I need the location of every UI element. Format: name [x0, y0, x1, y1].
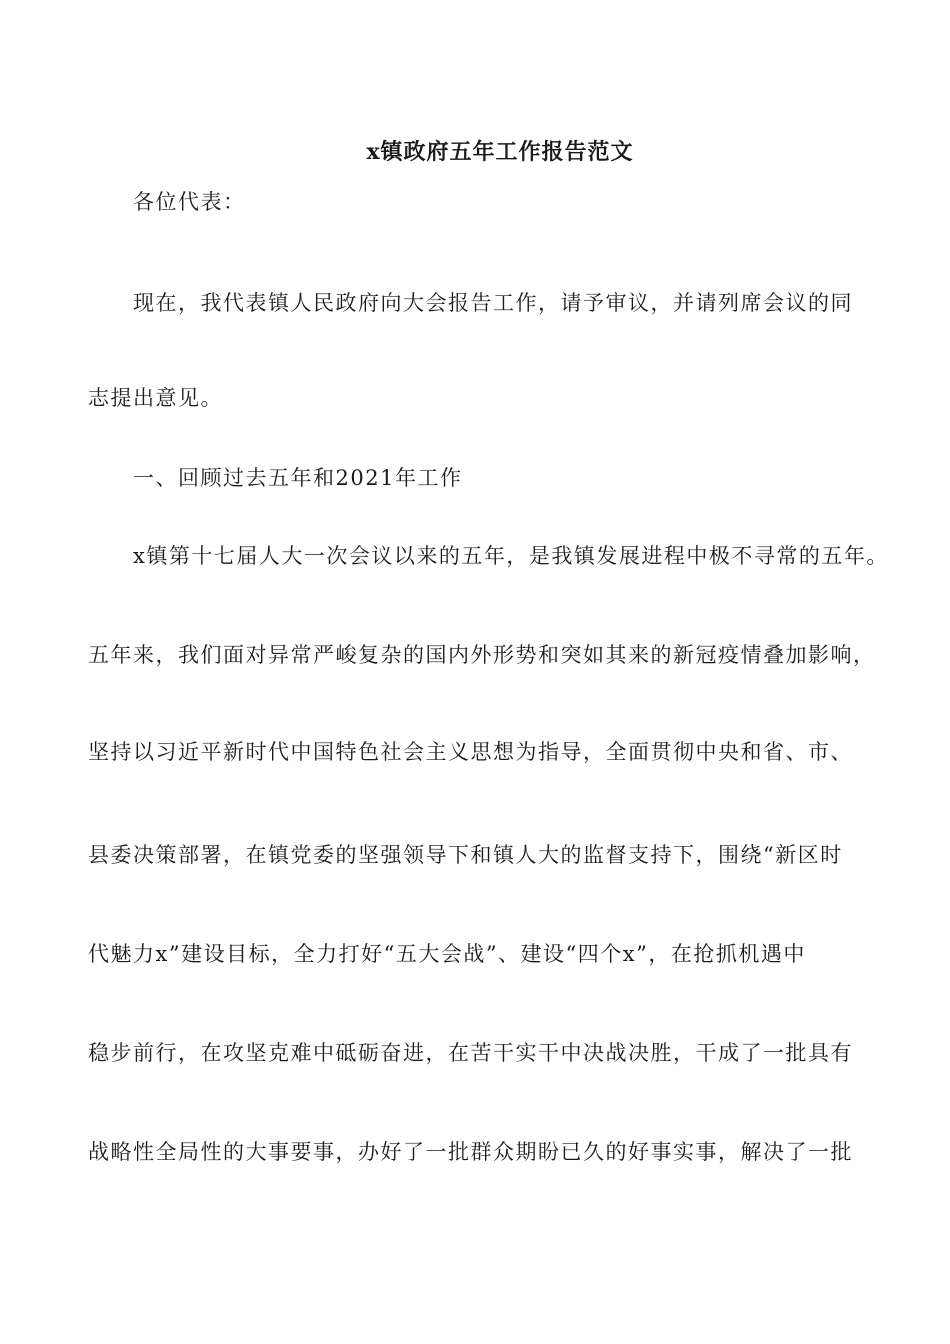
paragraph-salutation: 各位代表：: [133, 190, 246, 214]
paragraph-line: 志提出意见。: [88, 386, 223, 410]
paragraph-line: x镇第十七届人大一次会议以来的五年，是我镇发展进程中极不寻常的五年。: [133, 544, 889, 568]
paragraph-line: 现在，我代表镇人民政府向大会报告工作，请予审议，并请列席会议的同: [133, 291, 853, 315]
section-heading: 一、回顾过去五年和2021年工作: [133, 466, 463, 490]
document-title: x镇政府五年工作报告范文: [366, 139, 634, 165]
paragraph-line: 代魅力x”建设目标，全力打好“五大会战”、建设“四个x”，在抢抓机遇中: [88, 942, 806, 966]
paragraph-line: 战略性全局性的大事要事，办好了一批群众期盼已久的好事实事，解决了一批: [88, 1140, 853, 1164]
paragraph-line: 五年来，我们面对异常严峻复杂的国内外形势和突如其来的新冠疫情叠加影响，: [88, 643, 876, 667]
paragraph-line: 坚持以习近平新时代中国特色社会主义思想为指导，全面贯彻中央和省、市、: [88, 740, 853, 764]
paragraph-line: 县委决策部署，在镇党委的坚强领导下和镇人大的监督支持下，围绕“新区时: [88, 843, 843, 867]
paragraph-line: 稳步前行，在攻坚克难中砥砺奋进，在苦干实干中决战决胜，干成了一批具有: [88, 1041, 853, 1065]
